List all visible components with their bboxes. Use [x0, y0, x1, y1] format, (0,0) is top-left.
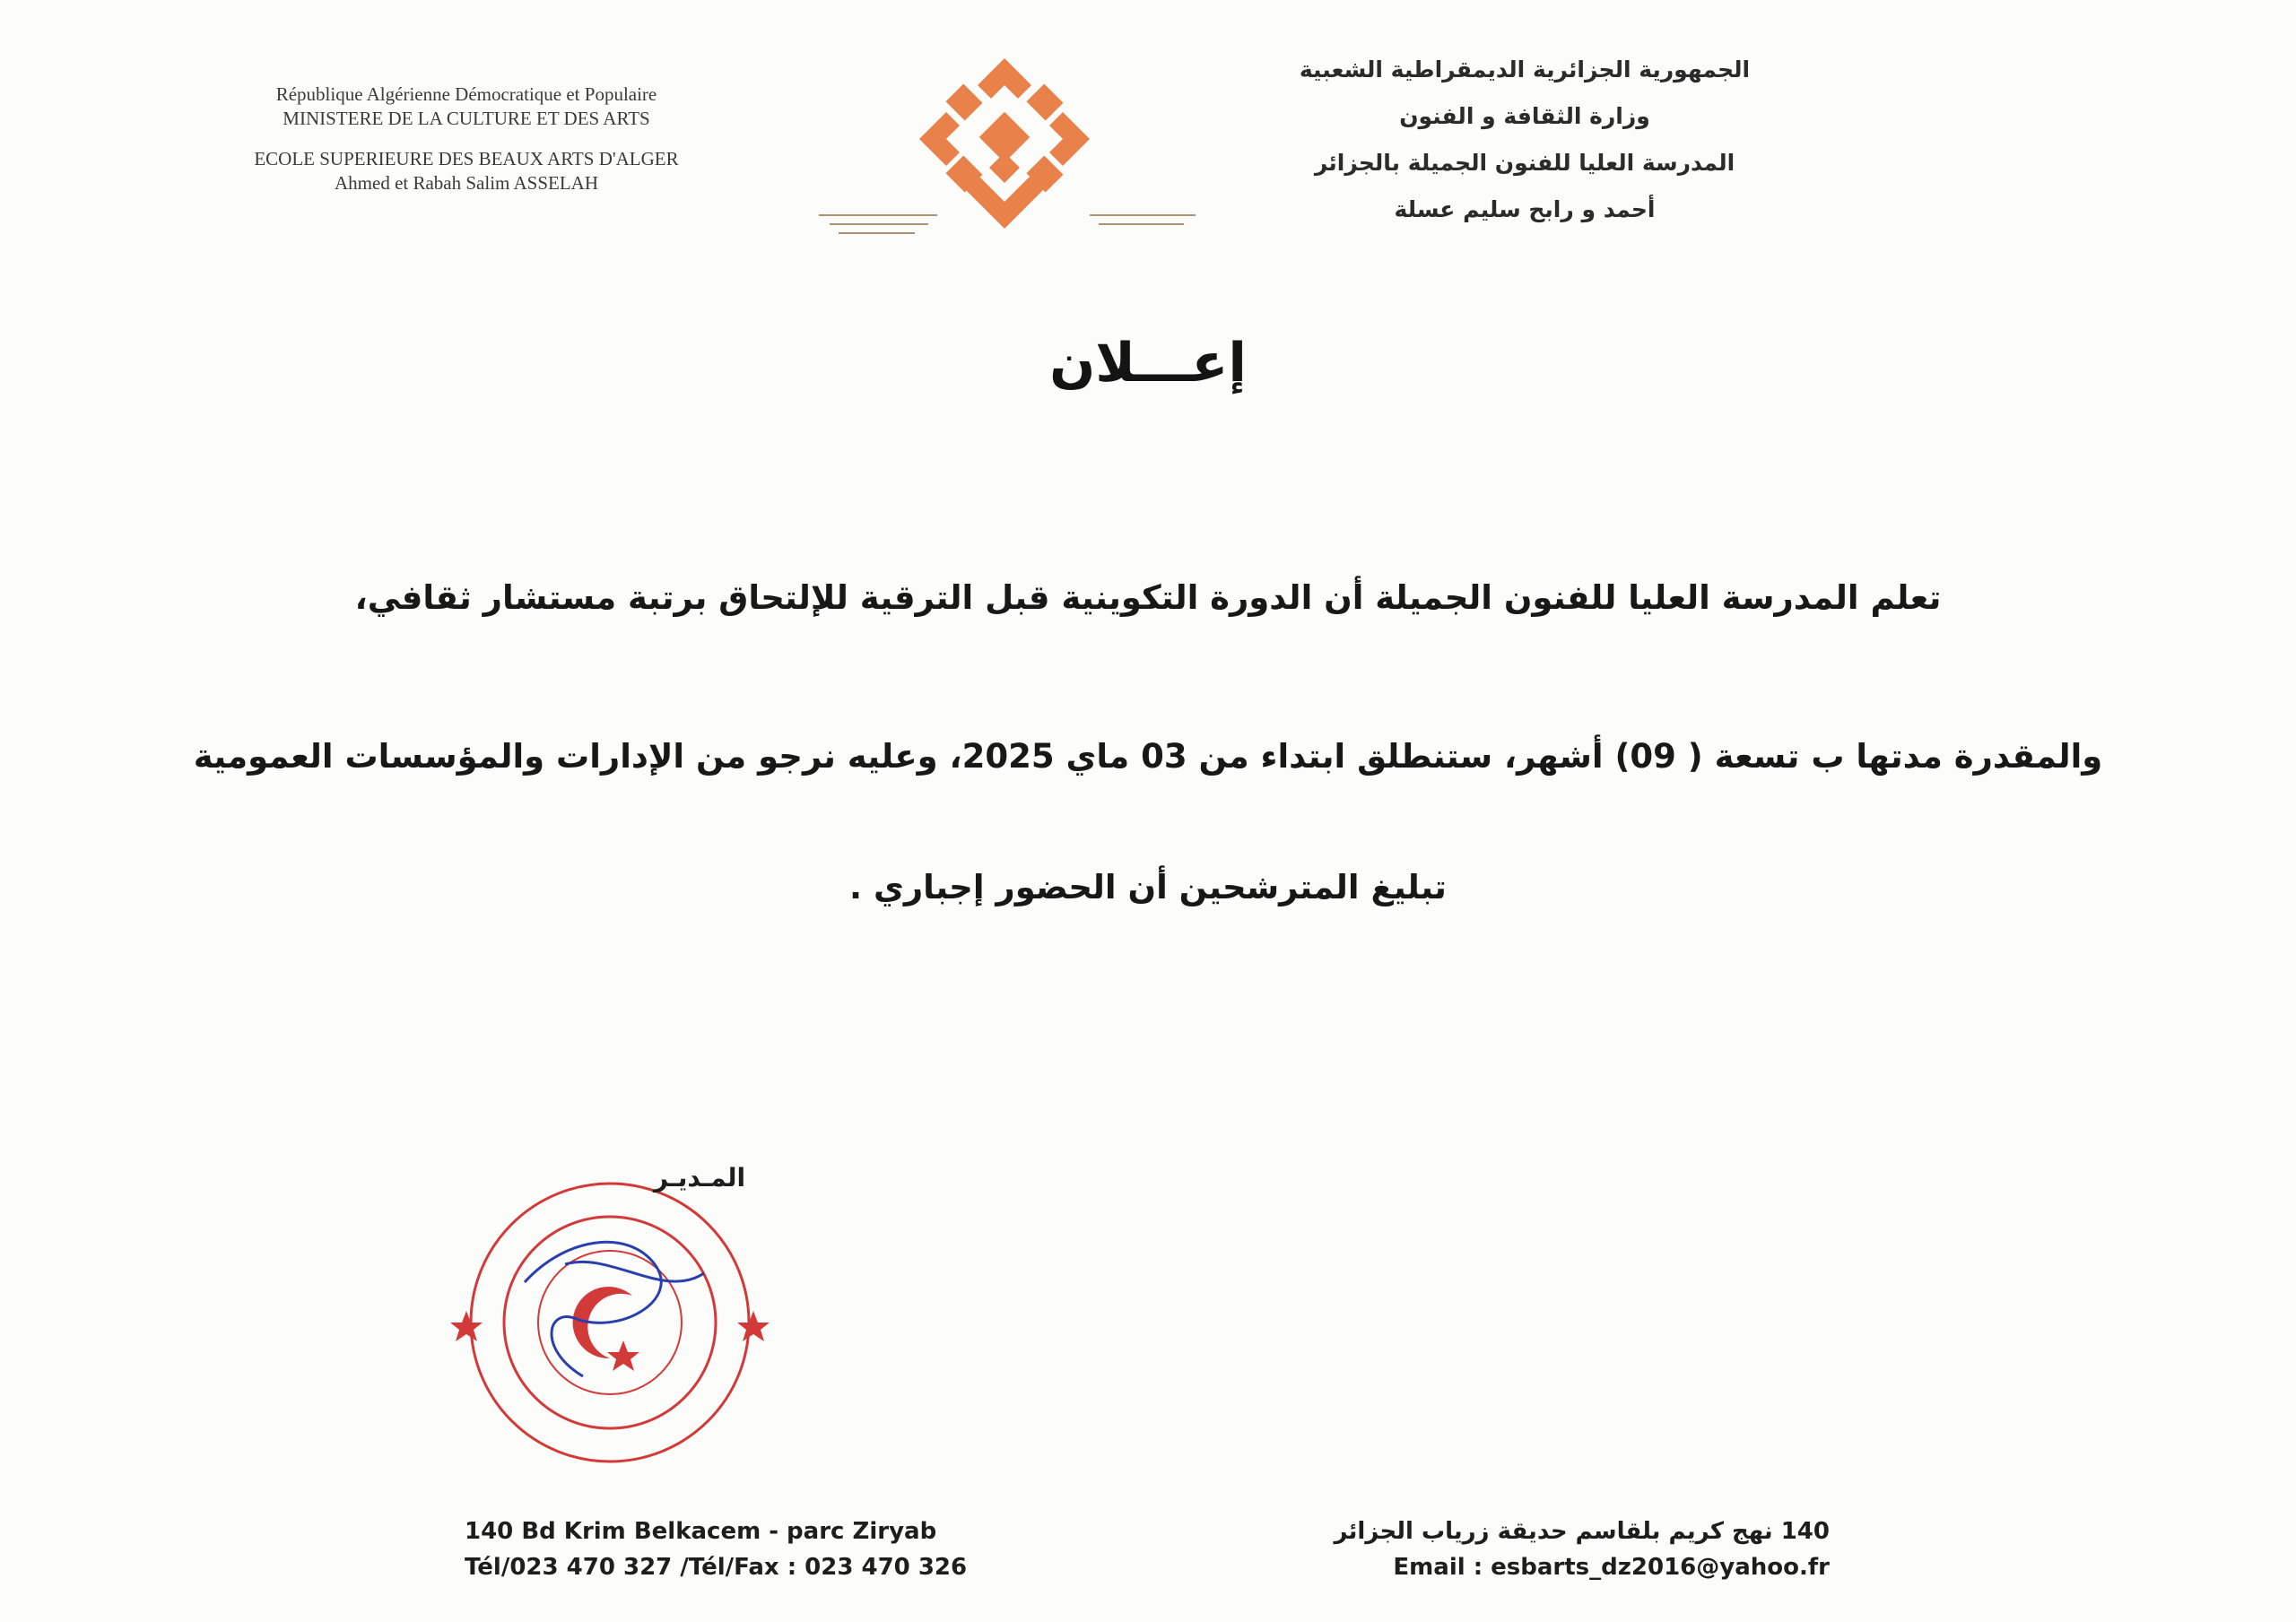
- footer-french: [465, 1514, 1021, 1585]
- body-line-3: تبليغ المترشحين أن الحضور إجباري .: [849, 868, 1447, 906]
- school-logo: [803, 49, 1206, 273]
- fr-republic: République Algérienne Démocratique et Populaire: [275, 83, 657, 105]
- logo-emblem: [919, 58, 1090, 229]
- ar-ministry: وزارة الثقافة و الفنون: [1399, 103, 1650, 129]
- body-line-1: تعلم المدرسة العليا للفنون الجميلة أن الدورة التكوينية قبل الترقية للإلتحاق برتبة مستشار ثقافي،: [354, 578, 1942, 617]
- footer-address-ar: 140 نهج كريم بلقاسم حديقة زرياب الجزائر: [1334, 1518, 1830, 1545]
- footer-arabic: [1327, 1514, 1830, 1585]
- ar-republic: الجمهورية الجزائرية الديمقراطية الشعبية: [1299, 56, 1751, 82]
- arabic-header: [1238, 47, 1812, 233]
- ar-school: المدرسة العليا للفنون الجميلة بالجزائر: [1314, 150, 1735, 176]
- ar-school-name: أحمد و رابح سليم عسلة: [1394, 196, 1656, 222]
- announcement-title: إعـــلان: [1049, 332, 1247, 395]
- director-title: المـديـر: [653, 1163, 746, 1193]
- email-address: esbarts_dz2016@yahoo.fr: [1491, 1554, 1830, 1581]
- body-line-2: والمقدرة مدتها ب تسعة ( 09) أشهر، ستنطلق ابتداء من 03 ماي 2025، وعليه نرجو من الإدارات والمؤسسات العمومية: [193, 737, 2103, 776]
- official-stamp: [439, 1166, 780, 1470]
- fr-ministry: MINISTERE DE LA CULTURE ET DES ARTS: [283, 108, 650, 129]
- footer-email-line: [1327, 1549, 1830, 1585]
- email-label: Email :: [1393, 1554, 1483, 1581]
- footer-address-fr: 140 Bd Krim Belkacem - parc Ziryab: [465, 1518, 937, 1545]
- fr-school-name: Ahmed et Rabah Salim ASSELAH: [335, 172, 598, 194]
- fr-school: ECOLE SUPERIEURE DES BEAUX ARTS D'ALGER: [254, 148, 679, 169]
- french-header: [179, 82, 753, 195]
- footer-phones: Tél/023 470 327 /Tél/Fax : 023 470 326: [465, 1554, 968, 1581]
